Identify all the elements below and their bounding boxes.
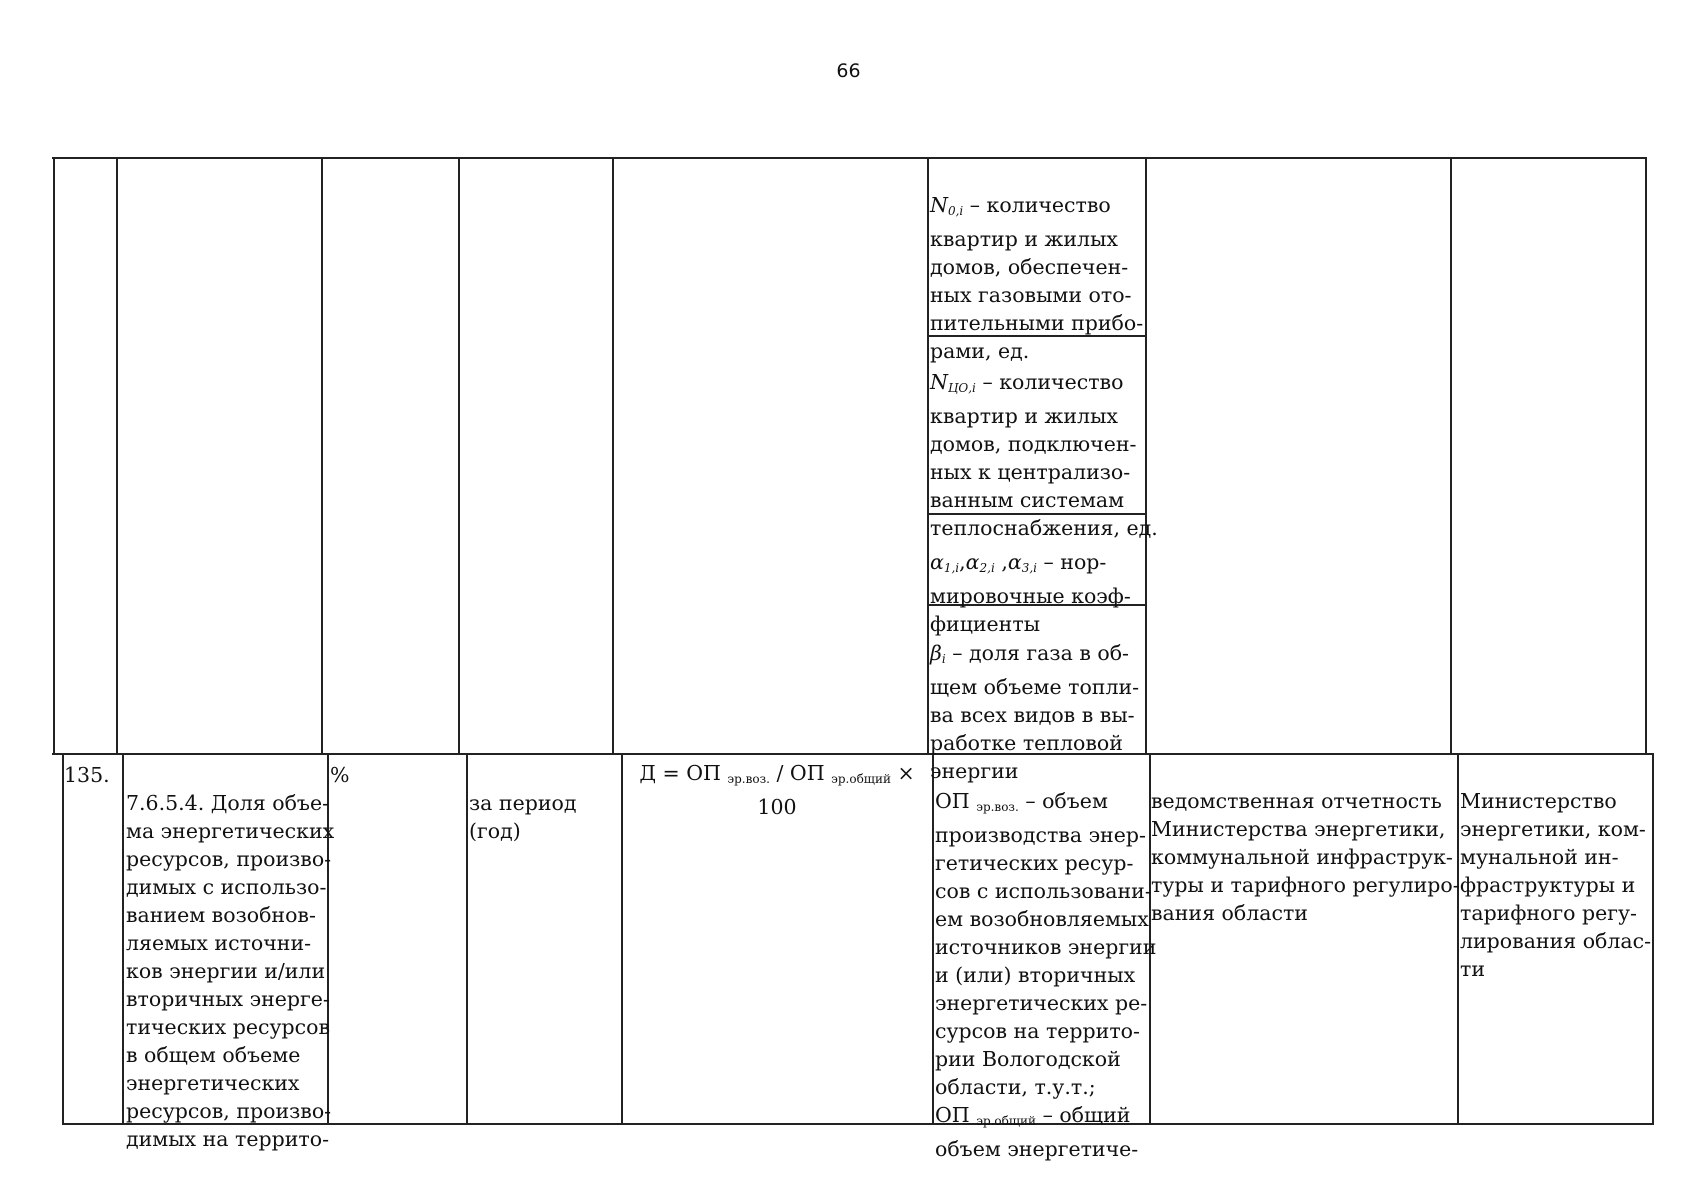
source-line: туры и тарифного регулиро-	[1151, 873, 1460, 897]
col-border-8b	[1652, 753, 1654, 1125]
definition-line: пительными прибо-	[930, 311, 1144, 335]
formula-line-2: 100	[757, 795, 797, 819]
definition-line: источников энергии	[935, 935, 1157, 959]
responsible-line: Министерство	[1460, 789, 1617, 813]
indicator-line: ресурсов, произво-	[126, 847, 332, 871]
def-prefix: ОП	[935, 789, 970, 813]
indicator-line: димых на террито-	[126, 1127, 330, 1151]
definition-op-voz	[935, 759, 1156, 1163]
responsible-line: энергетики, ком-	[1460, 817, 1646, 841]
symbol: α	[930, 550, 944, 574]
indicator-line: ков энергии и/или	[126, 959, 326, 983]
indicator-line: 7.6.5.4. Доля объе-	[126, 791, 330, 815]
definition-line: ных газовыми ото-	[930, 283, 1132, 307]
col-border-0b	[62, 753, 64, 1125]
col-border-7	[1450, 157, 1452, 755]
definition-line: области, т.у.т.;	[935, 1075, 1096, 1099]
indicator-line: димых с использо-	[126, 875, 327, 899]
col-border-4	[612, 157, 614, 755]
indicator-line: в общем объеме	[126, 1043, 301, 1067]
period	[469, 761, 576, 845]
col-border-0	[53, 157, 55, 755]
symbol-subscript: i	[941, 652, 946, 666]
period-line: (год)	[469, 819, 521, 843]
definition-line: домов, обеспечен-	[930, 255, 1129, 279]
formula-subscript: эр.воз.	[727, 772, 770, 786]
definition-line: – количество	[969, 193, 1111, 217]
page-number: 66	[836, 60, 861, 82]
indicator-line: тических ресурсов	[126, 1015, 331, 1039]
col-border-5	[927, 157, 929, 755]
definition-line: мировочные коэф-	[930, 584, 1131, 608]
indicator-line: ма энергетических	[126, 819, 335, 843]
indicator-line: ресурсов, произво-	[126, 1099, 332, 1123]
symbol-subscript: 1,i	[943, 561, 960, 575]
definition-line: гетических ресур-	[935, 851, 1134, 875]
definition-alpha: $\alpha_{1,i},\alpha_{2,i}$ $,\alpha_{3,i} - нор-$ мировочные коэф- фициенты	[930, 550, 1131, 636]
indicator-line: вторичных энерге-	[126, 987, 330, 1011]
def-subscript: эр.воз.	[976, 800, 1019, 814]
definition-line: рами, ед.	[930, 339, 1030, 363]
unit: %	[330, 763, 350, 787]
source-line: коммунальной инфраструк-	[1151, 845, 1453, 869]
indicator-name	[126, 761, 334, 1153]
col-border-8	[1645, 157, 1647, 755]
data-source	[1151, 759, 1460, 927]
definition-line: и (или) вторичных	[935, 963, 1136, 987]
definition-line: ванным системам	[930, 488, 1125, 512]
definition-line: щем объеме топли-	[930, 675, 1140, 699]
symbol-subscript: 0,i	[947, 204, 964, 218]
definition-line: ных к централизо-	[930, 460, 1131, 484]
formula-part: / ОП	[776, 761, 825, 785]
definition-line: квартир и жилых	[930, 404, 1118, 428]
responsible-line: фраструктуры и	[1460, 873, 1636, 897]
definition-line: теплоснабжения, ед.	[930, 516, 1158, 540]
col-border-3	[458, 157, 460, 755]
symbol: α	[965, 550, 980, 574]
definition-line: энергии	[930, 759, 1019, 783]
definition-line: – количество	[982, 370, 1124, 394]
definition-line: сов с использовани-	[935, 879, 1152, 903]
source-line: вания области	[1151, 901, 1308, 925]
col-border-1	[116, 157, 118, 755]
col-border-1b	[122, 753, 124, 1125]
definition-line: ем возобновляемых	[935, 907, 1149, 931]
indicator-line: ляемых источни-	[126, 931, 312, 955]
definition-line: фициенты	[930, 612, 1041, 636]
symbol-subscript: 2,i	[979, 561, 995, 575]
definition-line: рии Вологодской	[935, 1047, 1121, 1071]
definition-line: – объем	[1025, 789, 1108, 813]
source-line: Министерства энергетики,	[1151, 817, 1446, 841]
definition-line: – доля газа в об-	[952, 641, 1129, 665]
definition-line: – общий	[1042, 1103, 1131, 1127]
responsible-line: мунальной ин-	[1460, 845, 1619, 869]
definition-line: производства энер-	[935, 823, 1146, 847]
definition-line: сурсов на террито-	[935, 1019, 1140, 1043]
indicator-line: энергетических	[126, 1071, 300, 1095]
def-subscript: эр.общий	[976, 1114, 1037, 1128]
definition-n0	[930, 163, 1143, 365]
definition-line: ва всех видов в вы-	[930, 703, 1135, 727]
indicator-line: ванием возобнов-	[126, 903, 316, 927]
formula-line-1	[623, 759, 931, 793]
col-border-3b	[466, 753, 468, 1125]
responsible-line: тарифного регу-	[1460, 901, 1637, 925]
row-divider	[52, 753, 1653, 755]
definition-line: квартир и жилых	[930, 227, 1118, 251]
definition-line: – нор-	[1043, 550, 1107, 574]
symbol-subscript: ЦО,i	[947, 381, 976, 395]
row-number: 135.	[64, 763, 110, 787]
symbol: α	[1007, 550, 1022, 574]
definition-line: домов, подключен-	[930, 432, 1137, 456]
definition-line: работке тепловой	[930, 731, 1123, 755]
symbol: N	[930, 370, 948, 394]
col-border-5b	[932, 753, 934, 1125]
formula-part: ×	[897, 761, 915, 785]
responsible-line: лирования облас-	[1460, 929, 1652, 953]
responsible-body	[1460, 759, 1651, 983]
symbol: N	[930, 193, 948, 217]
source-line: ведомственная отчетность	[1151, 789, 1442, 813]
definition-line: энергетических ре-	[935, 991, 1148, 1015]
responsible-line: ти	[1460, 957, 1486, 981]
symbol: β	[930, 641, 942, 665]
definition-line: объем энергетиче-	[935, 1137, 1139, 1161]
formula-subscript: эр.общий	[831, 772, 891, 786]
col-border-2	[321, 157, 323, 755]
symbol-subscript: 3,i	[1021, 561, 1037, 575]
definition-nco	[930, 340, 1158, 542]
table-top-border	[52, 157, 1647, 159]
calculation-formula	[623, 759, 931, 821]
formula-part: Д = ОП	[639, 761, 721, 785]
def-prefix: ОП	[935, 1103, 970, 1127]
period-line: за период	[469, 791, 577, 815]
